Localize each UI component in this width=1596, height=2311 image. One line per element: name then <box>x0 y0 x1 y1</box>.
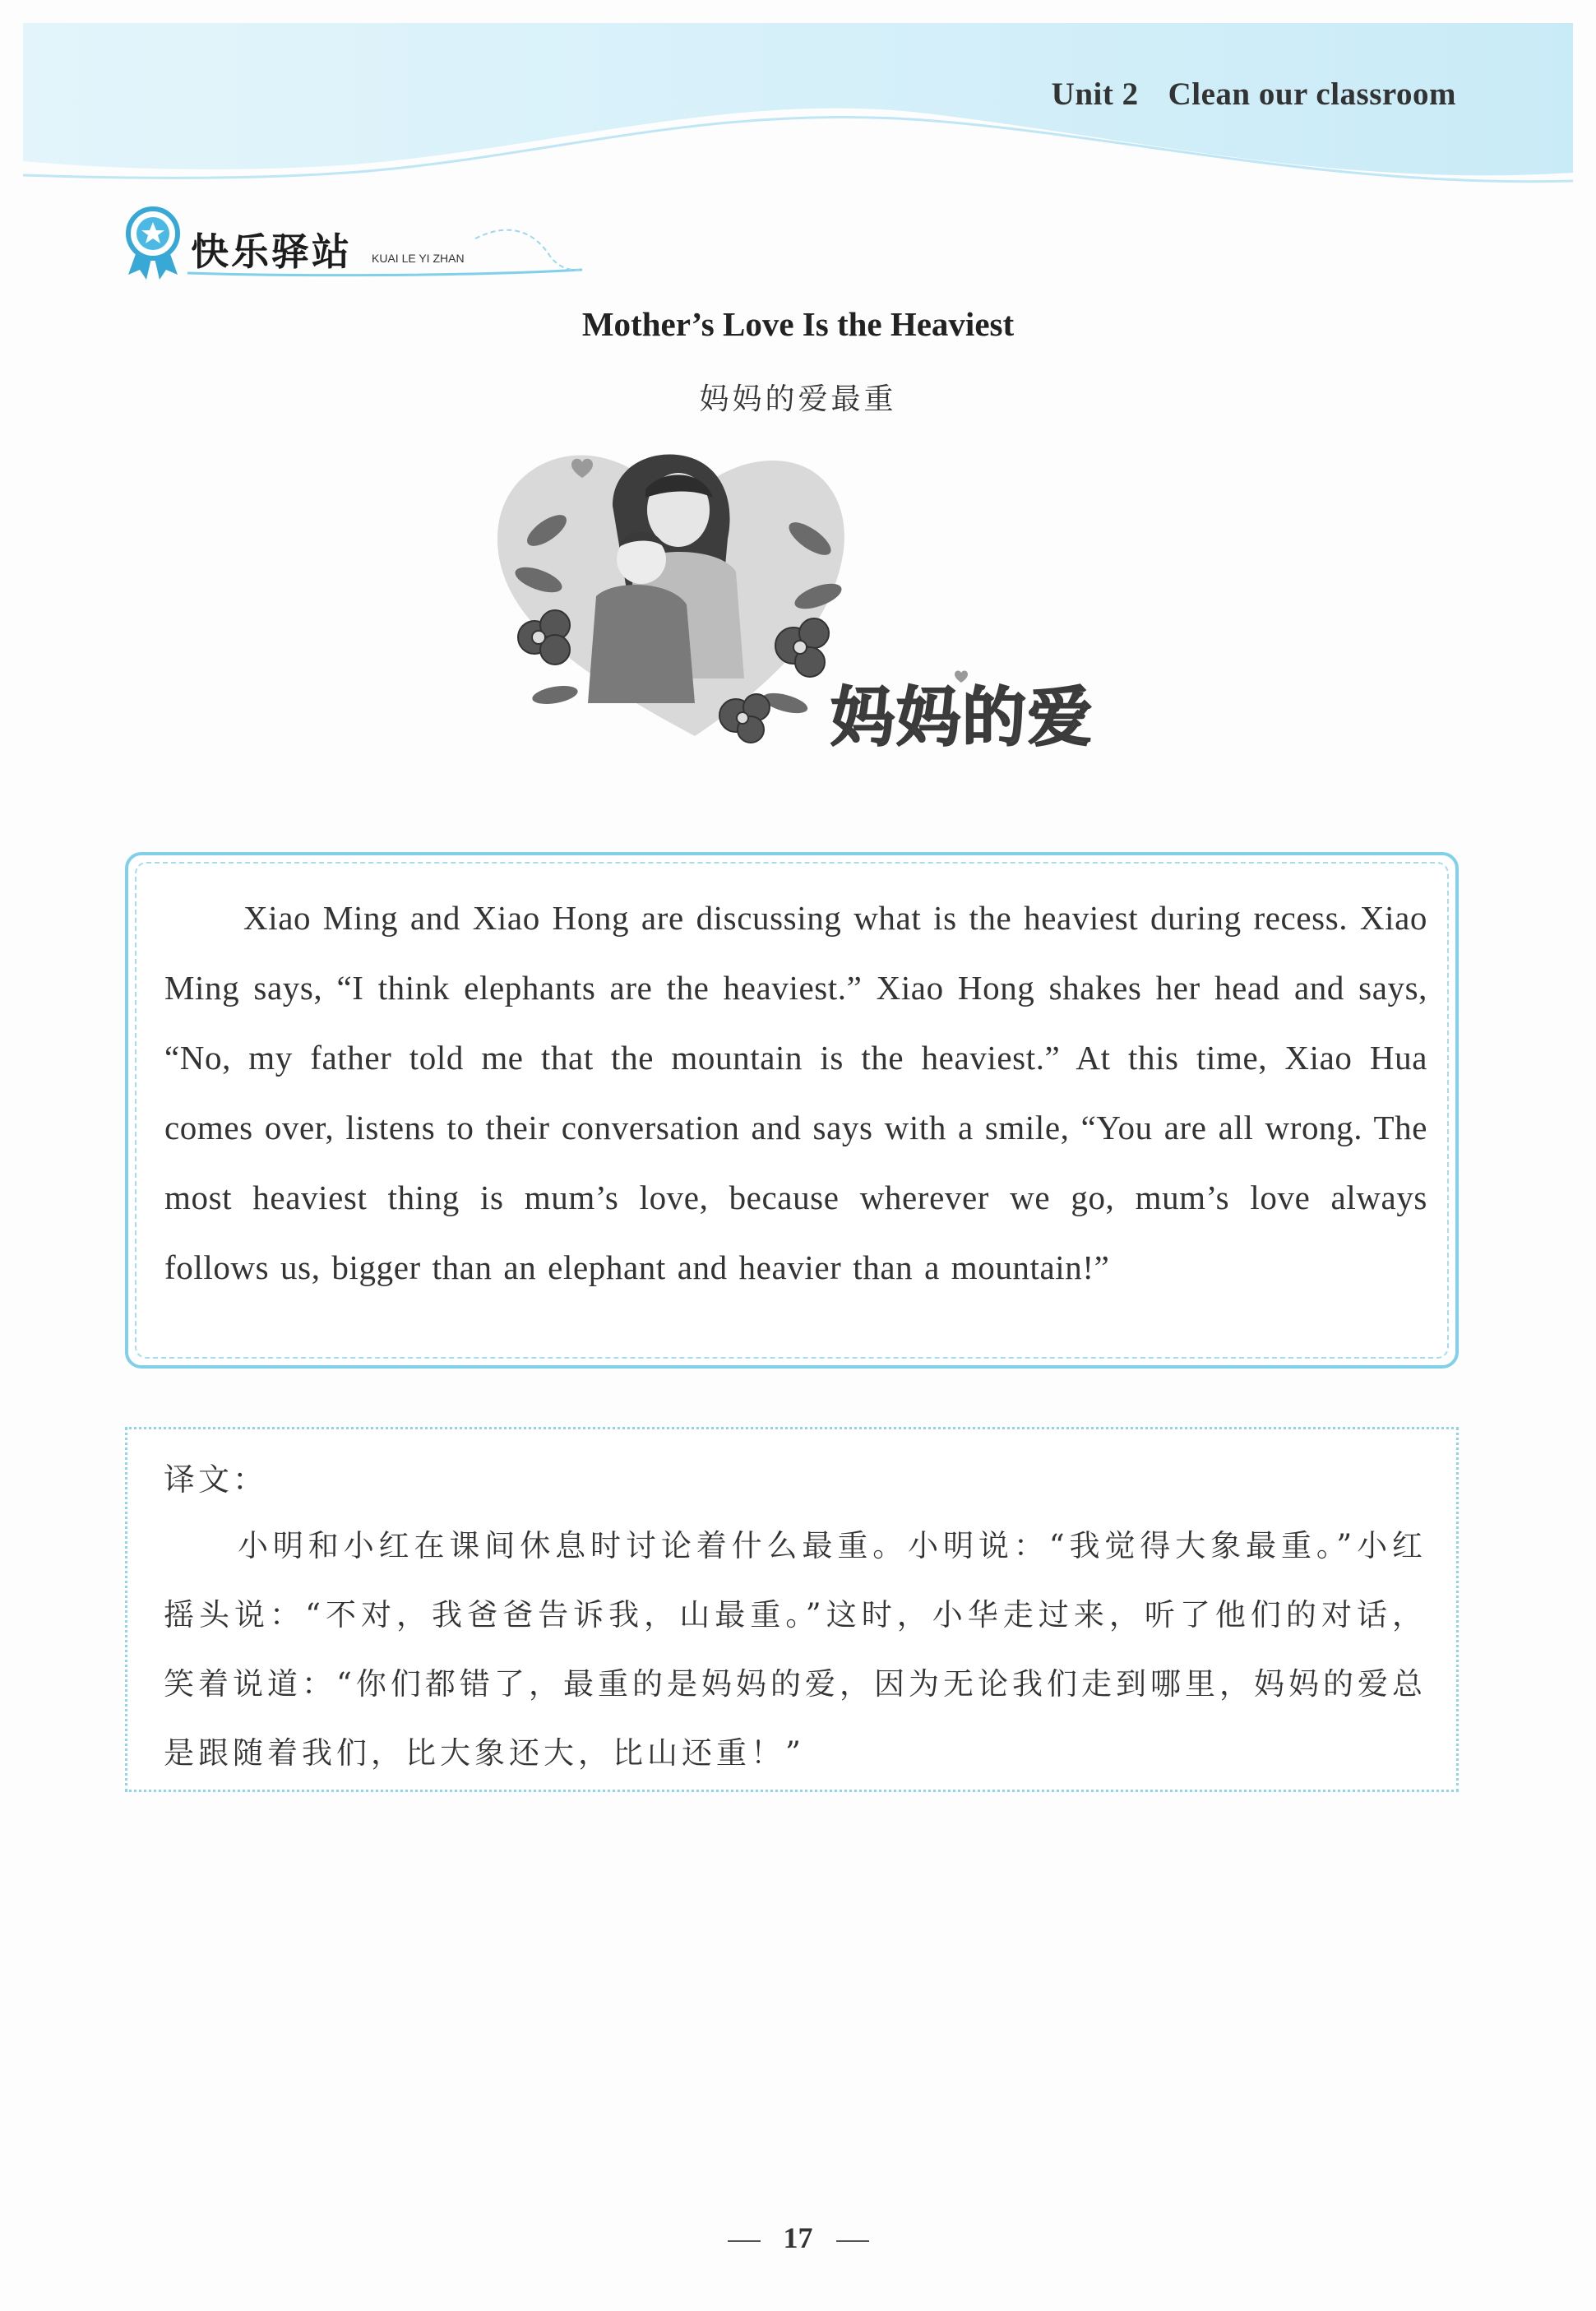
story-title: Mother’s Love Is the Heaviest <box>581 305 1015 343</box>
story-text: Xiao Ming and Xiao Hong are discussing what is the heaviest during recess. Xiao Ming says, “I think elephants are the heaviest.” Xiao Hong shakes her head and says, “No, my father told me that the mountain is the heaviest.” At this time, Xiao Hua comes over, listens to their conversation and says with a smile, “You are all wrong. The most heaviest thing is mum’s love, because wherever we go, mum’s love always follows us, bigger than an elephant and heavier than a mountain!” <box>164 899 1427 1286</box>
section-pinyin: KUAI LE YI ZHAN <box>372 252 465 265</box>
ribbon-star-icon <box>128 209 178 280</box>
story-box <box>125 852 1459 1369</box>
section-title: 快乐驿站 <box>191 229 352 274</box>
unit-heading <box>1052 76 1456 113</box>
page-number <box>0 2221 1596 2255</box>
unit-title: Clean our classroom <box>1168 76 1456 112</box>
story-subtitle: 妈妈的爱最重 <box>699 382 897 416</box>
page-number-value: 17 <box>783 2221 813 2254</box>
unit-number: Unit 2 <box>1051 76 1139 112</box>
translation-text: 小明和小红在课间休息时讨论着什么最重。小明说：“我觉得大象最重。”小红摇头说：“不对，我爸爸告诉我，山最重。”这时，小华走过来，听了他们的对话，笑着说道：“你们都错了，最重的是妈妈的爱，因为无论我们走到哪里，妈妈的爱总是跟随着我们，比大象还大，比山还重！” <box>164 1528 1427 1771</box>
translation-label: 译文： <box>164 1461 268 1498</box>
translation-box <box>125 1427 1459 1792</box>
illustration-caption: 妈妈的爱 <box>830 681 1094 755</box>
